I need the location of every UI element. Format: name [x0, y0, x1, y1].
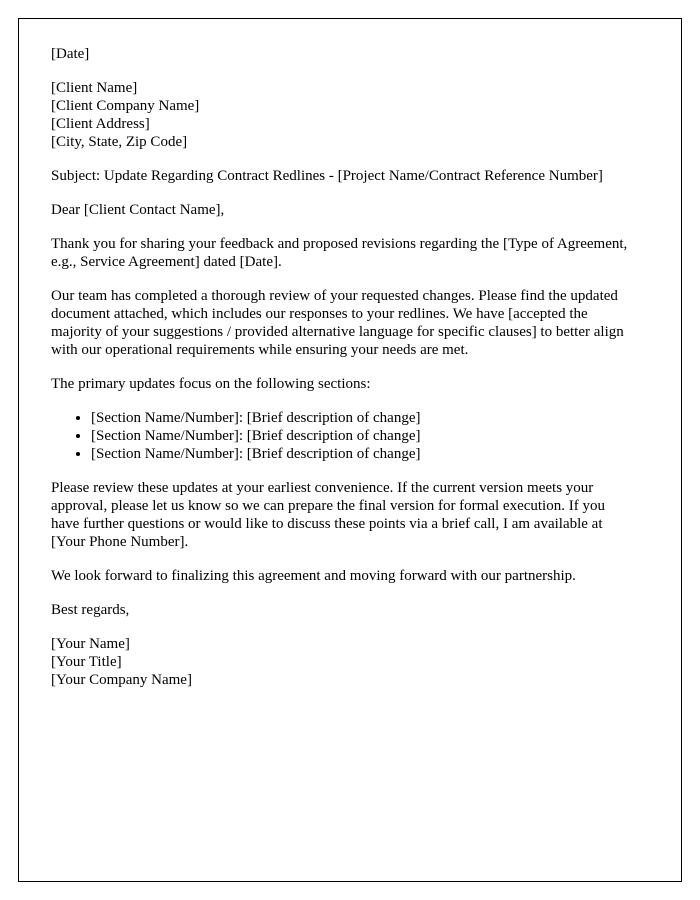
signature-company: [Your Company Name] [51, 672, 192, 688]
salutation: Dear [Client Contact Name], [51, 202, 225, 218]
paragraph-closing: We look forward to finalizing this agreement and moving forward with our partnership. [51, 568, 576, 584]
signoff: Best regards, [51, 602, 130, 618]
letter-page [18, 18, 682, 882]
paragraph-updates-intro: The primary updates focus on the following sections: [51, 376, 371, 392]
paragraph-review-summary: Our team has completed a thorough review of your requested changes. Please find the updated document attached, which includes our responses to your redlines. We have [accepted the majority of your suggestions / provided alternative language for specific clauses] to better align with our operational requirements while ensuring your needs are met. [51, 288, 624, 358]
list-item: • [Section Name/Number]: [Brief description of change] [91, 445, 633, 463]
recipient-block [51, 79, 633, 151]
updates-list [51, 409, 633, 463]
recipient-name: [Client Name] [51, 80, 138, 96]
paragraph-next-steps: Please review these updates at your earliest convenience. If the current version meets your approval, please let us know so we can prepare the final version for formal execution. If you have further questions or would like to discuss these points via a brief call, I am available at [Your Phone Number]. [51, 480, 605, 550]
recipient-address: [Client Address] [51, 116, 150, 132]
signature-block [51, 635, 633, 689]
signature-title: [Your Title] [51, 654, 122, 670]
list-item: • [Section Name/Number]: [Brief description of change] [91, 409, 633, 427]
signature-name: [Your Name] [51, 636, 130, 652]
paragraph-thank-you: Thank you for sharing your feedback and proposed revisions regarding the [Type of Agreement, e.g., Service Agreement] dated [Date]. [51, 236, 628, 270]
list-item: • [Section Name/Number]: [Brief description of change] [91, 427, 633, 445]
recipient-city-state-zip: [City, State, Zip Code] [51, 134, 188, 150]
date-line: [Date] [51, 46, 90, 62]
recipient-company: [Client Company Name] [51, 98, 200, 114]
subject-line: Subject: Update Regarding Contract Redlines - [Project Name/Contract Reference Number] [51, 168, 603, 184]
